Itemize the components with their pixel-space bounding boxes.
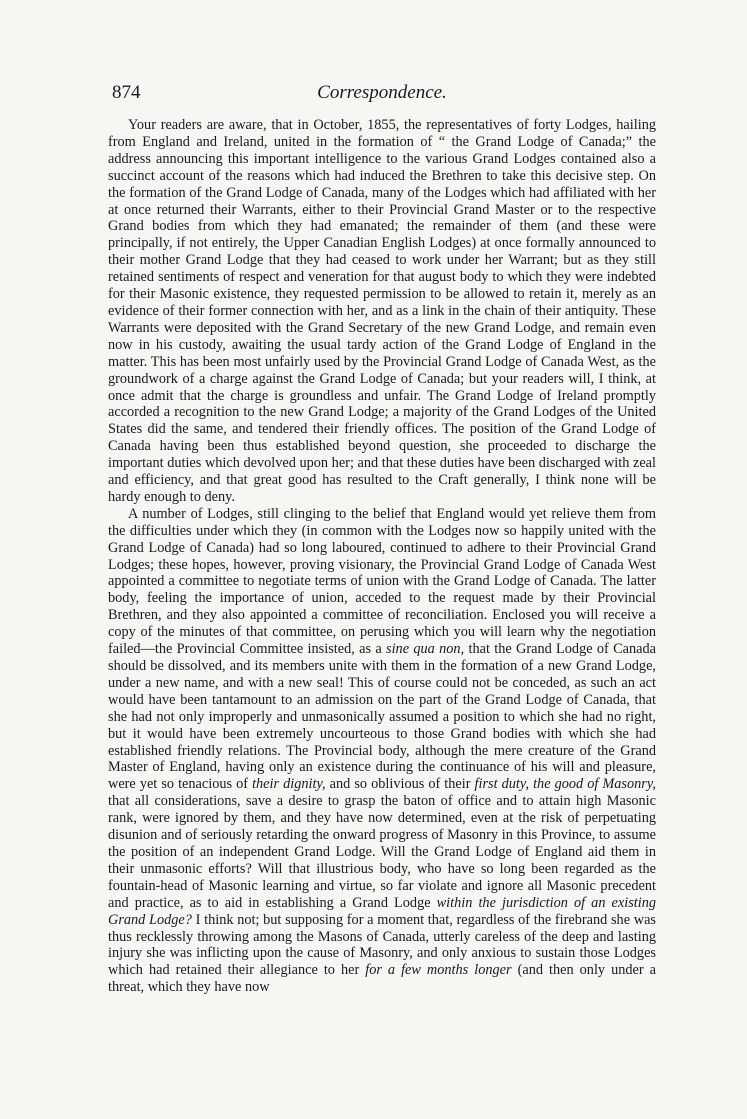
italic-phrase: sine qua non,: [386, 641, 465, 658]
italic-phrase: within the jurisdiction of an existing Grand Lodge?: [108, 894, 656, 928]
text-segment: that the Grand Lodge of Canada should be dissolved, and its members unite with them in the formation of a new Grand Lodge, under a new name, and with a new seal! This of course could not be conceded, as such an act would have been tantamount to an admission on the part of the Grand Lodge of Canada, that she had not only improperly and unmasonically assumed a position to which she had no right, but it would have been extremely uncourteous to those Grand bodies with which she had established friendly relations. The Provincial body, although the mere creature of the Grand Master of England, having only an existence during the continuance of his will and pleasure, were yet so tenacious of: [108, 641, 656, 793]
text-segment: A number of Lodges, still clinging to the belief that England would yet relieve them from the difficulties under which they (in common with the Lodges now so happily united with the Grand Lodge of Canada) had so long laboured, continued to adhere to their Provincial Grand Lodges; these hopes, however, proving visionary, the Provincial Grand Lodge of Canada West appointed a committee to negotiate terms of union with the Grand Lodge of Canada. The latter body, feeling the importance of union, acceded to the request made by their Provincial Brethren, and they also appointed a committee of reconciliation. Enclosed you will receive a copy of the minutes of that committee, on perusing which you will learn why the negotiation failed—the Provincial Committee insisted, as a: [108, 505, 656, 658]
italic-phrase: their dignity,: [252, 776, 326, 793]
text-segment: (and then only under a threat, which they have now: [108, 962, 656, 996]
text-segment: and so oblivious of their: [325, 776, 475, 793]
page-header: [112, 82, 652, 104]
paragraph-1: [108, 117, 656, 506]
text-segment: Your readers are aware, that in October, 1855, the representatives of forty Lodges, hailing from England and Ireland, united in the formation of “ the Grand Lodge of Canada;” the address announcing this important intelligence to the various Grand Lodges contained also a succinct account of the reasons which had induced the Brethren to take this decisive step. On the formation of the Grand Lodge of Canada, many of the Lodges which had affiliated with her at once returned their Warrants, either to their Provincial Grand Master or to the respective Grand bodies from which they had emanated; the remainder of them (and these were principally, if not entirely, the Upper Canadian English Lodges) at once formally announced to their mother Grand Lodge that they had ceased to work under her Warrant; but as they still retained sentiments of respect and veneration for that august body to which they were indebted for their Masonic existence, they requested permission to be allowed to retain it, merely as an evidence of their former connection with her, and as a link in the chain of their antiquity. These Warrants were deposited with the Grand Secretary of the new Grand Lodge, and remain even now in his custody, awaiting the usual tardy action of the Grand Lodge of England in the matter. This has been most unfairly used by the Provincial Grand Lodge of Canada West, as the groundwork of a charge against the Grand Lodge of Canada; but your readers will, I think, at once admit that the charge is groundless and unfair. The Grand Lodge of Ireland promptly accorded a recognition to the new Grand Lodge; a majority of the Grand Lodges of the United States did the same, and tendered their friendly offices. The position of the Grand Lodge of Canada having been thus established beyond question, she proceeded to discharge the important duties which devolved upon her; and that these duties have been discharged with zeal and efficiency, and that great good has resulted to the Craft generally, I think none will be hardy enough to deny.: [108, 117, 656, 505]
text-segment: I think not; but supposing for a moment that, regardless of the firebrand she was thus recklessly throwing among the Masons of Canada, utterly careless of the deep and lasting injury she was inflicting upon the cause of Masonry, and only anxious to sustain those Lodges which had retained their allegiance to her: [108, 911, 656, 979]
article-body: [108, 117, 656, 996]
running-title: Correspondence.: [317, 82, 447, 103]
paragraph-2: [108, 506, 656, 996]
page-number: 874: [112, 82, 141, 103]
text-segment: that all considerations, save a desire to grasp the baton of office and to attain high Masonic rank, were ignored by them, and they have now determined, even at the risk of perpetuating disunion and of seriously retarding the onward progress of Masonry in this Province, to assume the position of an independent Grand Lodge. Will the Grand Lodge of England aid them in their unmasonic efforts? Will that illustrious body, who have so long been regarded as the fountain-head of Masonic learning and virtue, so far violate and ignore all Masonic precedent and practice, as to aid in establishing a Grand Lodge: [108, 793, 656, 911]
italic-phrase: first duty, the good of Masonry,: [474, 776, 656, 793]
italic-phrase: for a few months longer: [365, 962, 512, 979]
